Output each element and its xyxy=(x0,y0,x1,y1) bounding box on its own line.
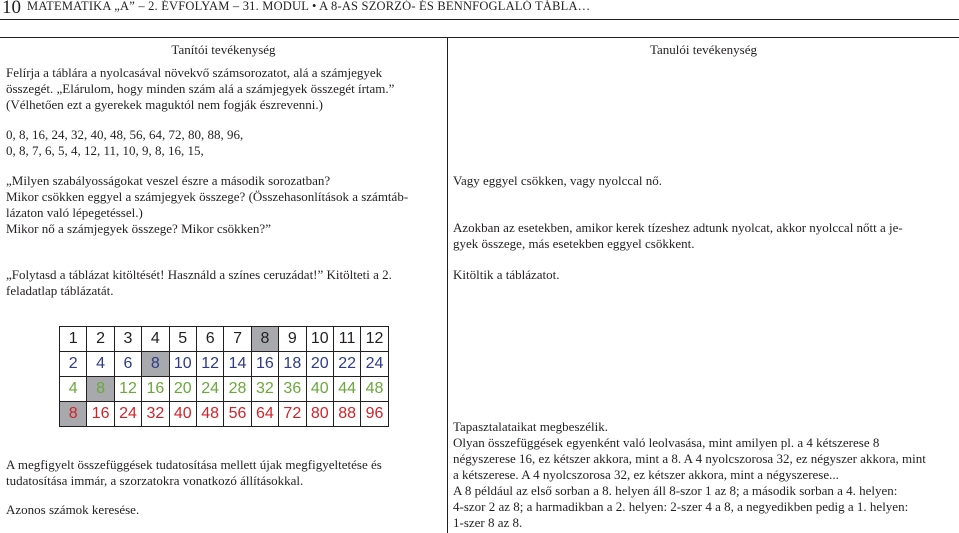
table-cell: 48 xyxy=(196,402,223,427)
table-cell: 14 xyxy=(224,352,251,377)
text-line: a kétszerese. A 4 nyolcszorosa 32, ez kétszer akkora, mint a négyszerese... xyxy=(453,467,839,482)
table-cell: 36 xyxy=(279,377,306,402)
table-cell: 88 xyxy=(333,402,360,427)
text-line: „Milyen szabályosságokat veszel észre a második sorozatban? xyxy=(6,173,331,188)
table-cell: 4 xyxy=(60,377,87,402)
text-line: 4-szor 2 az 8; a harmadikban a 2. helyen: 2-szer 4 a 8, a negyedikben pedig a 1. helyen: xyxy=(453,499,909,514)
table-cell: 40 xyxy=(306,377,333,402)
table-cell: 48 xyxy=(361,377,388,402)
text-line: „Folytasd a táblázat kitöltését! Használd a színes ceruzádat!” Kitölteti a 2. xyxy=(6,267,392,282)
table-cell: 2 xyxy=(87,327,114,352)
table-cell: 16 xyxy=(87,402,114,427)
number-sequences xyxy=(6,127,446,159)
text-line: Azokban az esetekben, amikor kerek tízeshez adtunk nyolcat, akkor nyolccal nőtt a je- xyxy=(453,220,903,235)
table-cell: 1 xyxy=(60,327,87,352)
text-line: A megfigyelt összefüggések tudatosítása mellett újak megfigyeltetése és xyxy=(6,457,382,472)
table-cell: 7 xyxy=(224,327,251,352)
page-header xyxy=(0,0,959,18)
table-cell: 40 xyxy=(169,402,196,427)
table-row xyxy=(60,402,389,427)
table-cell: 10 xyxy=(306,327,333,352)
page-number: 10 xyxy=(2,0,21,18)
header-rule xyxy=(0,19,959,20)
table-cell: 72 xyxy=(279,402,306,427)
table-cell: 8 xyxy=(142,352,169,377)
student-answer-1: Vagy eggyel csökken, vagy nyolccal nő. xyxy=(453,173,663,188)
text-line: (Vélhetően ezt a gyerekek maguktól nem fogják észrevenni.) xyxy=(6,97,323,112)
table-cell: 12 xyxy=(361,327,388,352)
table-cell: 20 xyxy=(306,352,333,377)
text-line: Felírja a táblára a nyolcasával növekvő számsorozatot, alá a számjegyek xyxy=(6,65,383,80)
table-cell: 8 xyxy=(251,327,278,352)
table-cell: 16 xyxy=(251,352,278,377)
table-cell: 44 xyxy=(333,377,360,402)
table-cell: 32 xyxy=(142,402,169,427)
table-cell: 56 xyxy=(224,402,251,427)
digit-sum-row: 0, 8, 7, 6, 5, 4, 12, 11, 10, 9, 8, 16, 15, xyxy=(6,143,204,158)
table-cell: 20 xyxy=(169,377,196,402)
text-line: Olyan összefüggések egyenként való leolvasása, mint amilyen pl. a 4 kétszerese 8 xyxy=(453,435,880,450)
table-cell: 4 xyxy=(142,327,169,352)
table-cell: 64 xyxy=(251,402,278,427)
table-cell: 80 xyxy=(306,402,333,427)
student-answer-2 xyxy=(453,220,953,252)
text-line: Mikor nő a számjegyek összege? Mikor csökken?” xyxy=(6,221,271,236)
table-top-border xyxy=(0,37,959,38)
student-discussion xyxy=(453,419,953,531)
table-cell: 18 xyxy=(279,352,306,377)
text-line: tudatosítása immár, a szorzatokra vonatkozó állításokkal. xyxy=(6,473,304,488)
table-cell: 12 xyxy=(114,377,141,402)
table-cell: 9 xyxy=(279,327,306,352)
table-cell: 2 xyxy=(60,352,87,377)
table-row xyxy=(60,352,389,377)
running-title: MATEMATIKA „A” – 2. ÉVFOLYAM – 31. MODUL • A 8-AS SZORZÓ- ÉS BENNFOGLALÓ TÁBLA… xyxy=(27,0,591,13)
table-cell: 6 xyxy=(114,352,141,377)
table-cell: 24 xyxy=(196,377,223,402)
table-cell: 11 xyxy=(333,327,360,352)
table-row xyxy=(60,327,389,352)
table-cell: 24 xyxy=(114,402,141,427)
text-line: négyszerese 16, ez kétszer akkora, mint a 8. A 4 nyolcszorosa 32, ez négyszer akkora, mint xyxy=(453,451,926,466)
sequence-row: 0, 8, 16, 24, 32, 40, 48, 56, 64, 72, 80, 88, 96, xyxy=(6,127,244,142)
table-cell: 16 xyxy=(142,377,169,402)
teacher-summary xyxy=(6,457,446,489)
table-cell: 8 xyxy=(60,402,87,427)
text-line: lázaton való lépegetéssel.) xyxy=(6,205,143,220)
table-cell: 5 xyxy=(169,327,196,352)
student-column-title: Tanulói tevékenység xyxy=(649,42,758,57)
table-cell: 32 xyxy=(251,377,278,402)
text-line: 1-szer 8 az 8. xyxy=(453,515,523,530)
text-line: feladatlap táblázatát. xyxy=(6,283,114,298)
table-cell: 22 xyxy=(333,352,360,377)
text-line: gyek összege, más esetekben eggyel csökkent. xyxy=(453,236,695,251)
table-row xyxy=(60,377,389,402)
text-line: összegét. „Elárulom, hogy minden szám alá a számjegyek összegét írtam.” xyxy=(6,81,395,96)
table-cell: 4 xyxy=(87,352,114,377)
student-answer-3: Kitöltik a táblázatot. xyxy=(453,267,560,282)
table-cell: 28 xyxy=(224,377,251,402)
teacher-column-title: Tanítói tevékenység xyxy=(171,42,276,57)
table-cell: 6 xyxy=(196,327,223,352)
teacher-questions xyxy=(6,173,446,237)
table-cell: 96 xyxy=(361,402,388,427)
text-line: Tapasztalataikat megbeszélik. xyxy=(453,419,609,434)
column-divider xyxy=(447,37,448,533)
teacher-task xyxy=(6,267,446,299)
table-cell: 24 xyxy=(361,352,388,377)
table-cell: 12 xyxy=(196,352,223,377)
multiplication-table xyxy=(59,326,389,427)
teacher-intro xyxy=(6,65,446,113)
table-cell: 3 xyxy=(114,327,141,352)
teacher-closing: Azonos számok keresése. xyxy=(6,502,140,517)
table-cell: 10 xyxy=(169,352,196,377)
text-line: A 8 például az első sorban a 8. helyen áll 8-szor 1 az 8; a második sorban a 4. helyen: xyxy=(453,483,898,498)
text-line: Mikor csökken eggyel a számjegyek összege? (Összehasonlítások a számtáb- xyxy=(6,189,409,204)
table-cell: 8 xyxy=(87,377,114,402)
